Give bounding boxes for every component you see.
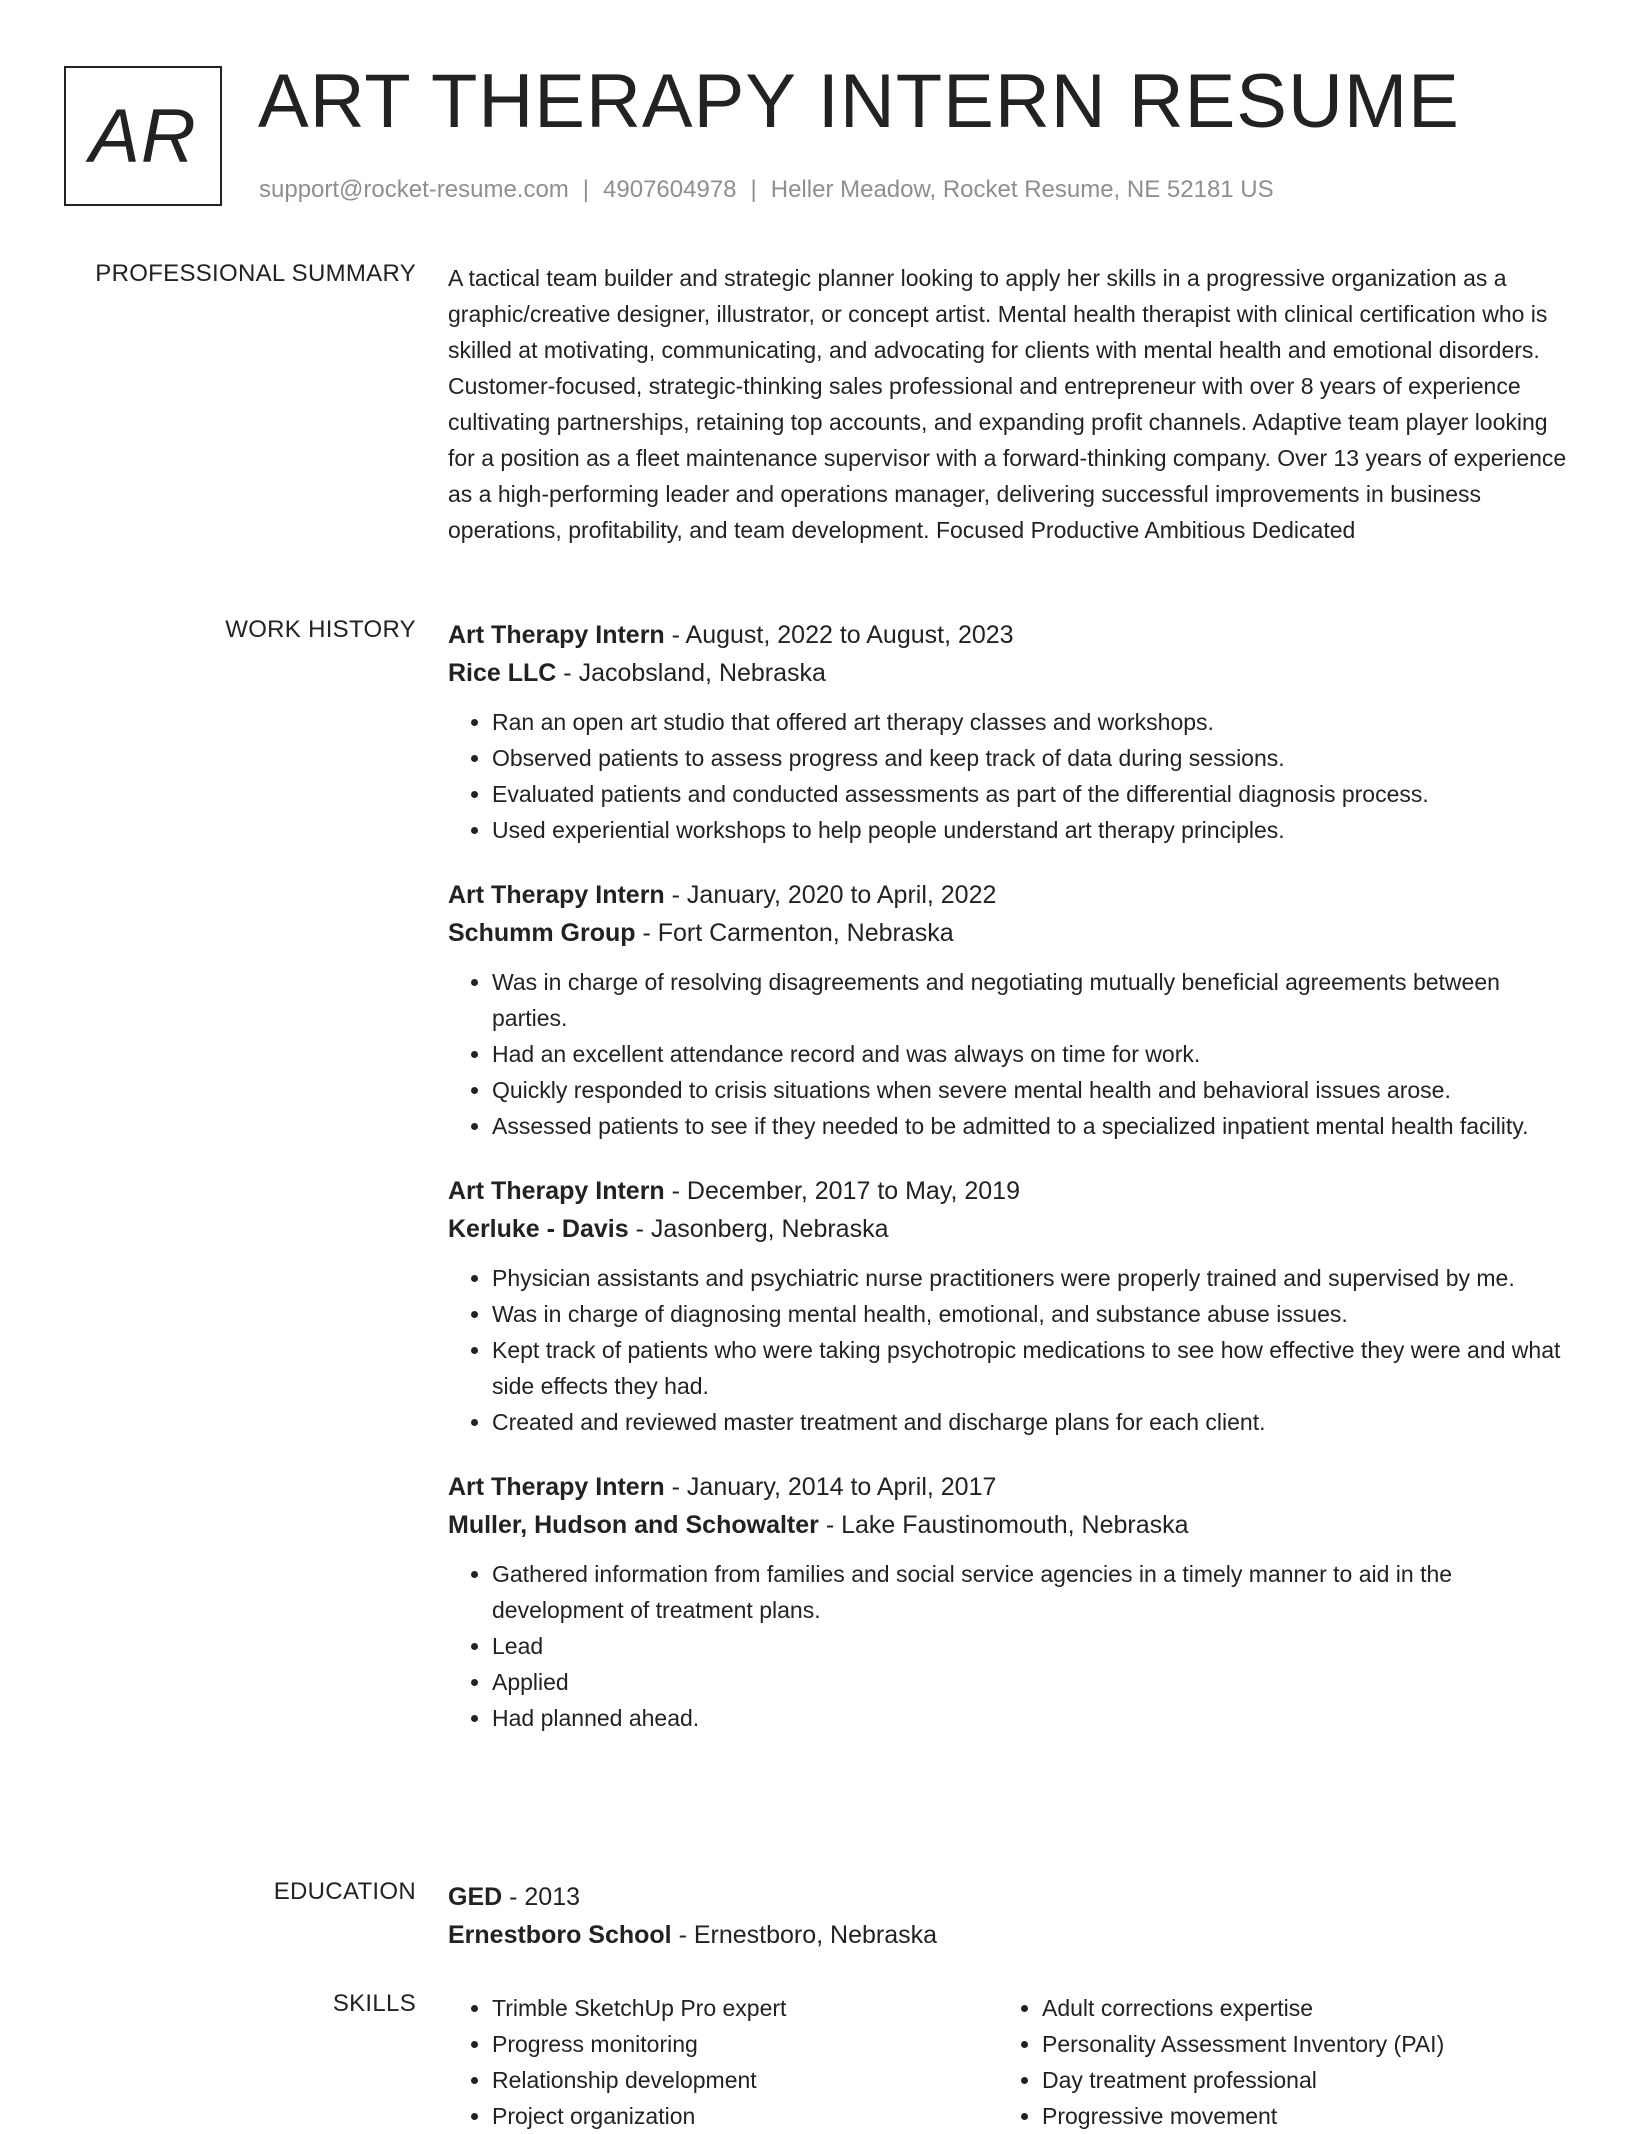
job-dates: - January, 2020 to April, 2022	[664, 881, 997, 909]
contact-phone[interactable]: 4907604978	[603, 176, 737, 203]
education-year: - 2013	[502, 1883, 581, 1911]
education-school-line	[448, 1916, 1568, 1954]
section-label-work-history: WORK HISTORY	[225, 616, 416, 643]
job-company-line	[448, 1506, 1568, 1544]
section-label-summary: PROFESSIONAL SUMMARY	[95, 260, 416, 287]
job-bullets	[448, 704, 1568, 848]
skill-item: • Trimble SketchUp Pro expert	[492, 1990, 998, 2026]
job-title-line	[448, 1468, 1568, 1506]
job-title-line	[448, 1172, 1568, 1210]
job-location: - Jasonberg, Nebraska	[628, 1215, 889, 1243]
skills-list-right	[998, 1990, 1548, 2134]
job-bullet: • Kept track of patients who were taking psychotropic medications to see how effective they were and what side effects they had.	[492, 1332, 1568, 1404]
education-body	[448, 1878, 1568, 1954]
job-bullet: • Physician assistants and psychiatric nurse practitioners were properly trained and supervised by me.	[492, 1260, 1568, 1296]
education-degree-line	[448, 1878, 1568, 1916]
skills-body	[448, 1990, 1568, 2134]
skill-item: • Relationship development	[492, 2062, 998, 2098]
job-entry	[448, 1172, 1568, 1440]
job-title: Art Therapy Intern	[448, 1473, 665, 1501]
contact-email[interactable]: support@rocket-resume.com	[259, 176, 569, 203]
job-entry	[448, 616, 1568, 848]
job-company: Muller, Hudson and Schowalter	[448, 1511, 819, 1539]
job-dates: - December, 2017 to May, 2019	[664, 1177, 1020, 1205]
job-bullet: • Assessed patients to see if they needed to be admitted to a specialized inpatient mental health facility.	[492, 1108, 1568, 1144]
skill-item: • Personality Assessment Inventory (PAI)	[1042, 2026, 1548, 2062]
skill-item: • Project organization	[492, 2098, 998, 2134]
skills-list-left	[448, 1990, 998, 2134]
job-entry	[448, 876, 1568, 1144]
job-company-line	[448, 1210, 1568, 1248]
job-bullet: • Was in charge of diagnosing mental health, emotional, and substance abuse issues.	[492, 1296, 1568, 1332]
job-location: - Jacobsland, Nebraska	[556, 659, 826, 687]
summary-text: A tactical team builder and strategic planner looking to apply her skills in a progressive organization as a graphic/creative designer, illustrator, or concept artist. Mental health therapist with clinical certification who is skilled at motivating, communicating, and advocating for clients with mental health and emotional disorders. Customer-focused, strategic-thinking sales professional and entrepreneur with over 8 years of experience cultivating partnerships, retaining top accounts, and expanding profit channels. Adaptive team player looking for a position as a fleet maintenance supervisor with a forward-thinking company. Over 13 years of experience as a high-performing leader and operations manager, delivering successful improvements in business operations, profitability, and team development. Focused Productive Ambitious Dedicated	[448, 265, 1567, 543]
job-title-line	[448, 876, 1568, 914]
job-title: Art Therapy Intern	[448, 1177, 665, 1205]
skills-columns	[448, 1990, 1568, 2134]
job-title: Art Therapy Intern	[448, 621, 665, 649]
job-title-line	[448, 616, 1568, 654]
job-bullet: • Evaluated patients and conducted assessments as part of the differential diagnosis process.	[492, 776, 1568, 812]
resume-title: ART THERAPY INTERN RESUME	[258, 59, 1460, 144]
job-bullet: • Used experiential workshops to help people understand art therapy principles.	[492, 812, 1568, 848]
work-history-body	[448, 616, 1568, 1764]
job-bullets	[448, 964, 1568, 1144]
job-bullet: • Ran an open art studio that offered art therapy classes and workshops.	[492, 704, 1568, 740]
job-company: Rice LLC	[448, 659, 557, 687]
resume-header	[64, 59, 1584, 216]
skill-item: • Day treatment professional	[1042, 2062, 1548, 2098]
job-company: Kerluke - Davis	[448, 1215, 629, 1243]
job-dates: - August, 2022 to August, 2023	[664, 621, 1014, 649]
skill-item: • Adult corrections expertise	[1042, 1990, 1548, 2026]
job-location: - Lake Faustinomouth, Nebraska	[818, 1511, 1189, 1539]
job-bullets	[448, 1556, 1568, 1736]
contact-separator: |	[582, 176, 590, 203]
job-bullet: • Had an excellent attendance record and was always on time for work.	[492, 1036, 1568, 1072]
monogram-logo: AR	[64, 66, 222, 206]
job-company-line	[448, 654, 1568, 692]
job-bullet: • Gathered information from families and social service agencies in a timely manner to aid in the development of treatment plans.	[492, 1556, 1568, 1628]
education-location: - Ernestboro, Nebraska	[671, 1921, 938, 1949]
contact-separator: |	[750, 176, 757, 203]
job-bullet: • Was in charge of resolving disagreements and negotiating mutually beneficial agreements between parties.	[492, 964, 1568, 1036]
job-bullet: • Had planned ahead.	[492, 1700, 1568, 1736]
job-bullet: • Observed patients to assess progress and keep track of data during sessions.	[492, 740, 1568, 776]
section-label-skills: SKILLS	[332, 1990, 416, 2017]
job-bullet: • Lead	[492, 1628, 1568, 1664]
job-company: Schumm Group	[448, 919, 636, 947]
job-title: Art Therapy Intern	[448, 881, 665, 909]
job-bullet: • Created and reviewed master treatment and discharge plans for each client.	[492, 1404, 1568, 1440]
skill-item: • Progress monitoring	[492, 2026, 998, 2062]
section-label-education: EDUCATION	[273, 1878, 416, 1905]
summary-body	[448, 260, 1568, 548]
job-bullet: • Quickly responded to crisis situations when severe mental health and behavioral issues arose.	[492, 1072, 1568, 1108]
job-entry	[448, 1468, 1568, 1736]
job-dates: - January, 2014 to April, 2017	[664, 1473, 997, 1501]
job-company-line	[448, 914, 1568, 952]
contact-line	[259, 176, 1274, 204]
education-degree: GED	[448, 1883, 503, 1911]
skill-item: • Progressive movement	[1042, 2098, 1548, 2134]
job-bullets	[448, 1260, 1568, 1440]
contact-address: Heller Meadow, Rocket Resume, NE 52181 US	[770, 176, 1274, 203]
job-bullet: • Applied	[492, 1664, 1568, 1700]
education-school: Ernestboro School	[448, 1921, 672, 1949]
job-location: - Fort Carmenton, Nebraska	[635, 919, 954, 947]
